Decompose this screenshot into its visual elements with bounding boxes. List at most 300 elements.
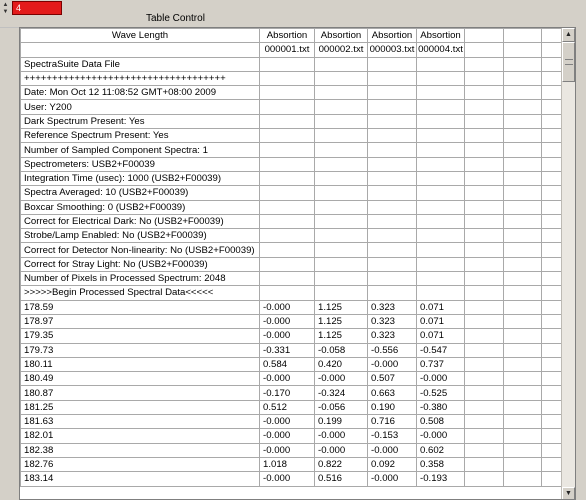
data-table xyxy=(20,28,561,487)
table-cell[interactable] xyxy=(417,243,465,257)
table-cell[interactable]: Strobe/Lamp Enabled: No (USB2+F00039) xyxy=(21,229,260,243)
table-cell[interactable] xyxy=(315,57,368,71)
table-cell[interactable]: -0.000 xyxy=(315,443,368,457)
column-header[interactable]: Absortion xyxy=(368,29,417,43)
table-cell[interactable] xyxy=(417,257,465,271)
table-cell[interactable] xyxy=(368,157,417,171)
table-cell[interactable]: -0.380 xyxy=(417,400,465,414)
table-cell[interactable]: 179.35 xyxy=(21,329,260,343)
table-cell[interactable]: 0.584 xyxy=(260,357,315,371)
table-cell[interactable]: -0.000 xyxy=(368,357,417,371)
table-cell[interactable]: Correct for Stray Light: No (USB2+F00039) xyxy=(21,257,260,271)
table-cell[interactable]: -0.000 xyxy=(417,429,465,443)
table-cell[interactable] xyxy=(542,357,562,371)
column-header[interactable]: Absortion xyxy=(315,29,368,43)
table-cell[interactable]: 0.602 xyxy=(417,443,465,457)
table-cell[interactable]: -0.000 xyxy=(315,429,368,443)
table-row xyxy=(21,300,562,314)
table-row xyxy=(21,400,562,414)
column-header[interactable] xyxy=(21,43,260,57)
table-cell[interactable] xyxy=(542,100,562,114)
table-row xyxy=(21,129,562,143)
table-cell[interactable]: -0.000 xyxy=(417,372,465,386)
column-header[interactable]: Absortion xyxy=(260,29,315,43)
table-cell[interactable] xyxy=(504,243,542,257)
table-cell[interactable] xyxy=(504,457,542,471)
table-cell[interactable] xyxy=(315,143,368,157)
table-row xyxy=(21,57,562,71)
table-cell[interactable] xyxy=(417,200,465,214)
table-cell[interactable] xyxy=(465,443,504,457)
table-cell[interactable] xyxy=(542,129,562,143)
table-cell[interactable] xyxy=(465,372,504,386)
table-cell[interactable] xyxy=(504,314,542,328)
table-cell[interactable] xyxy=(315,71,368,85)
table-cell[interactable] xyxy=(368,171,417,185)
table-cell[interactable] xyxy=(260,186,315,200)
table-cell[interactable] xyxy=(542,57,562,71)
table-cell[interactable]: 0.323 xyxy=(368,329,417,343)
column-header[interactable] xyxy=(504,43,542,57)
table-cell[interactable] xyxy=(504,386,542,400)
table-row xyxy=(21,457,562,471)
table-cell[interactable] xyxy=(465,314,504,328)
table-cell[interactable] xyxy=(465,57,504,71)
table-cell[interactable] xyxy=(504,171,542,185)
table-cell[interactable]: Spectra Averaged: 10 (USB2+F00039) xyxy=(21,186,260,200)
table-cell[interactable] xyxy=(542,157,562,171)
table-cell[interactable]: Date: Mon Oct 12 11:08:52 GMT+08:00 2009 xyxy=(21,86,260,100)
table-cell[interactable] xyxy=(315,243,368,257)
column-header[interactable] xyxy=(542,29,562,43)
table-cell[interactable] xyxy=(465,157,504,171)
column-header[interactable]: 000002.txt xyxy=(315,43,368,57)
table-cell[interactable] xyxy=(504,157,542,171)
table-cell[interactable] xyxy=(504,114,542,128)
table-cell[interactable]: 1.125 xyxy=(315,314,368,328)
table-cell[interactable]: 0.716 xyxy=(368,415,417,429)
table-cell[interactable] xyxy=(417,100,465,114)
table-cell[interactable] xyxy=(260,157,315,171)
column-header[interactable] xyxy=(465,43,504,57)
table-cell[interactable]: 0.358 xyxy=(417,457,465,471)
table-cell[interactable]: 181.63 xyxy=(21,415,260,429)
table-cell[interactable]: 0.071 xyxy=(417,329,465,343)
table-cell[interactable] xyxy=(260,100,315,114)
table-cell[interactable] xyxy=(315,171,368,185)
header-row xyxy=(21,29,562,43)
table-cell[interactable] xyxy=(542,143,562,157)
vertical-scrollbar[interactable] xyxy=(561,28,575,500)
table-cell[interactable] xyxy=(368,229,417,243)
table-cell[interactable] xyxy=(542,329,562,343)
table-cell[interactable] xyxy=(368,286,417,300)
table-cell[interactable] xyxy=(504,186,542,200)
table-row xyxy=(21,214,562,228)
table-cell[interactable] xyxy=(315,214,368,228)
table-cell[interactable]: SpectraSuite Data File xyxy=(21,57,260,71)
table-cell[interactable] xyxy=(542,400,562,414)
table-control[interactable] xyxy=(19,27,576,500)
arrow-up-icon[interactable]: ▲ xyxy=(2,1,9,8)
table-row xyxy=(21,200,562,214)
table-cell[interactable] xyxy=(542,171,562,185)
table-cell[interactable] xyxy=(417,71,465,85)
table-cell[interactable]: -0.153 xyxy=(368,429,417,443)
table-cell[interactable] xyxy=(417,86,465,100)
table-row xyxy=(21,143,562,157)
table-cell[interactable] xyxy=(417,214,465,228)
table-row xyxy=(21,343,562,357)
column-header[interactable] xyxy=(542,43,562,57)
table-cell[interactable] xyxy=(315,157,368,171)
table-cell[interactable]: 1.018 xyxy=(260,457,315,471)
table-cell[interactable]: -0.000 xyxy=(260,314,315,328)
table-cell[interactable] xyxy=(368,114,417,128)
table-cell[interactable]: -0.193 xyxy=(417,472,465,486)
table-cell[interactable] xyxy=(315,257,368,271)
table-cell[interactable] xyxy=(465,300,504,314)
table-cell[interactable]: 182.01 xyxy=(21,429,260,443)
table-cell[interactable]: -0.000 xyxy=(260,443,315,457)
table-cell[interactable]: ++++++++++++++++++++++++++++++++++++ xyxy=(21,71,260,85)
table-cell[interactable]: 0.323 xyxy=(368,314,417,328)
table-cell[interactable] xyxy=(504,429,542,443)
column-header[interactable]: Absortion xyxy=(417,29,465,43)
table-cell[interactable]: -0.000 xyxy=(260,429,315,443)
table-cell[interactable] xyxy=(417,229,465,243)
table-cell[interactable]: -0.547 xyxy=(417,343,465,357)
table-cell[interactable] xyxy=(465,100,504,114)
table-cell[interactable]: User: Y200 xyxy=(21,100,260,114)
table-cell[interactable] xyxy=(368,86,417,100)
table-row xyxy=(21,286,562,300)
table-cell[interactable]: 0.516 xyxy=(315,472,368,486)
table-cell[interactable] xyxy=(260,243,315,257)
table-cell[interactable]: 182.38 xyxy=(21,443,260,457)
table-cell[interactable] xyxy=(465,343,504,357)
table-cell[interactable] xyxy=(465,472,504,486)
table-cell[interactable]: -0.058 xyxy=(315,343,368,357)
table-row xyxy=(21,357,562,371)
table-cell[interactable]: 183.14 xyxy=(21,472,260,486)
table-cell[interactable] xyxy=(368,100,417,114)
table-cell[interactable] xyxy=(315,129,368,143)
column-header[interactable]: Wave Length xyxy=(21,29,260,43)
table-cell[interactable] xyxy=(417,143,465,157)
index-value-field[interactable]: 4 xyxy=(12,1,62,15)
table-cell[interactable] xyxy=(260,57,315,71)
table-cell[interactable]: -0.000 xyxy=(368,472,417,486)
table-row xyxy=(21,472,562,486)
table-cell[interactable]: 1.125 xyxy=(315,329,368,343)
table-cell[interactable]: -0.000 xyxy=(260,329,315,343)
table-cell[interactable] xyxy=(504,257,542,271)
table-cell[interactable]: -0.000 xyxy=(260,372,315,386)
table-cell[interactable] xyxy=(260,200,315,214)
table-cell[interactable] xyxy=(465,171,504,185)
table-cell[interactable] xyxy=(465,214,504,228)
table-cell[interactable] xyxy=(542,314,562,328)
table-cell[interactable] xyxy=(368,257,417,271)
table-cell[interactable] xyxy=(465,272,504,286)
table-row xyxy=(21,171,562,185)
table-cell[interactable]: Correct for Detector Non-linearity: No (USB2+F00039) xyxy=(21,243,260,257)
table-cell[interactable] xyxy=(417,272,465,286)
table-cell[interactable]: 0.190 xyxy=(368,400,417,414)
table-cell[interactable] xyxy=(504,214,542,228)
column-header[interactable]: 000001.txt xyxy=(260,43,315,57)
table-cell[interactable]: 0.071 xyxy=(417,314,465,328)
table-cell[interactable] xyxy=(417,57,465,71)
table-row xyxy=(21,114,562,128)
table-row xyxy=(21,314,562,328)
table-row xyxy=(21,157,562,171)
table-row xyxy=(21,229,562,243)
table-cell[interactable] xyxy=(465,329,504,343)
table-cell[interactable] xyxy=(368,186,417,200)
table-cell[interactable] xyxy=(465,71,504,85)
table-cell[interactable] xyxy=(417,114,465,128)
table-cell[interactable] xyxy=(465,229,504,243)
table-cell[interactable]: -0.000 xyxy=(260,300,315,314)
table-row xyxy=(21,272,562,286)
table-cell[interactable] xyxy=(542,443,562,457)
table-cell[interactable] xyxy=(504,329,542,343)
table-row xyxy=(21,186,562,200)
column-header[interactable] xyxy=(465,29,504,43)
table-cell[interactable] xyxy=(260,229,315,243)
table-cell[interactable] xyxy=(260,272,315,286)
table-cell[interactable] xyxy=(465,86,504,100)
table-cell[interactable] xyxy=(542,71,562,85)
table-cell[interactable] xyxy=(260,214,315,228)
table-cell[interactable] xyxy=(542,343,562,357)
table-cell[interactable] xyxy=(504,57,542,71)
table-cell[interactable]: Correct for Electrical Dark: No (USB2+F00039) xyxy=(21,214,260,228)
table-cell[interactable] xyxy=(417,186,465,200)
column-header[interactable]: 000004.txt xyxy=(418,44,463,56)
table-cell[interactable] xyxy=(368,143,417,157)
table-cell[interactable] xyxy=(465,415,504,429)
table-cell[interactable] xyxy=(542,257,562,271)
table-cell[interactable]: 180.87 xyxy=(21,386,260,400)
table-cell[interactable] xyxy=(417,129,465,143)
table-cell[interactable] xyxy=(542,286,562,300)
table-cell[interactable]: -0.556 xyxy=(368,343,417,357)
table-cell[interactable] xyxy=(260,86,315,100)
table-cell[interactable] xyxy=(504,472,542,486)
table-cell[interactable] xyxy=(315,229,368,243)
table-cell[interactable] xyxy=(542,457,562,471)
table-cell[interactable] xyxy=(504,200,542,214)
table-cell[interactable] xyxy=(542,243,562,257)
table-cell[interactable]: Number of Sampled Component Spectra: 1 xyxy=(21,143,260,157)
table-cell[interactable] xyxy=(368,214,417,228)
file-name-row xyxy=(21,43,562,57)
table-cell[interactable]: -0.056 xyxy=(315,400,368,414)
table-grid[interactable] xyxy=(20,28,561,500)
table-cell[interactable]: -0.000 xyxy=(260,415,315,429)
scroll-thumb[interactable] xyxy=(562,42,575,82)
table-cell[interactable]: 0.512 xyxy=(260,400,315,414)
column-header[interactable] xyxy=(504,29,542,43)
table-cell[interactable]: 0.508 xyxy=(417,415,465,429)
table-row xyxy=(21,429,562,443)
table-cell[interactable] xyxy=(260,143,315,157)
row-divider xyxy=(0,27,19,28)
table-cell[interactable] xyxy=(465,457,504,471)
table-cell[interactable] xyxy=(368,243,417,257)
table-cell[interactable] xyxy=(542,200,562,214)
table-cell[interactable] xyxy=(260,171,315,185)
table-cell[interactable] xyxy=(504,86,542,100)
table-cell[interactable] xyxy=(504,129,542,143)
table-cell[interactable] xyxy=(315,186,368,200)
table-cell[interactable]: >>>>>Begin Processed Spectral Data<<<<< xyxy=(21,286,260,300)
table-cell[interactable] xyxy=(542,229,562,243)
table-row xyxy=(21,86,562,100)
scroll-up-arrow-icon[interactable]: ▲ xyxy=(562,28,575,42)
table-cell[interactable]: 180.49 xyxy=(21,372,260,386)
table-row xyxy=(21,329,562,343)
table-cell[interactable] xyxy=(315,286,368,300)
table-cell[interactable]: Spectrometers: USB2+F00039 xyxy=(21,157,260,171)
table-cell[interactable] xyxy=(260,114,315,128)
table-cell[interactable]: Number of Pixels in Processed Spectrum: 2048 xyxy=(21,272,260,286)
table-cell[interactable] xyxy=(542,386,562,400)
table-cell[interactable]: 178.97 xyxy=(21,314,260,328)
table-cell[interactable]: 0.822 xyxy=(315,457,368,471)
table-cell[interactable]: 0.420 xyxy=(315,357,368,371)
thumb-grip-icon xyxy=(565,59,573,65)
table-cell[interactable] xyxy=(504,443,542,457)
table-cell[interactable]: 178.59 xyxy=(21,300,260,314)
table-cell[interactable]: Boxcar Smoothing: 0 (USB2+F00039) xyxy=(21,200,260,214)
table-cell[interactable] xyxy=(465,286,504,300)
table-cell[interactable] xyxy=(315,114,368,128)
table-cell[interactable] xyxy=(542,186,562,200)
column-header[interactable]: 000003.txt xyxy=(368,43,417,57)
table-cell[interactable]: -0.000 xyxy=(260,472,315,486)
table-cell[interactable] xyxy=(315,272,368,286)
table-cell[interactable] xyxy=(315,86,368,100)
table-cell[interactable]: 0.507 xyxy=(368,372,417,386)
index-spinner[interactable] xyxy=(1,1,10,15)
table-cell[interactable] xyxy=(542,214,562,228)
table-row xyxy=(21,243,562,257)
table-cell[interactable] xyxy=(504,286,542,300)
table-cell[interactable]: -0.525 xyxy=(417,386,465,400)
table-cell[interactable]: 179.73 xyxy=(21,343,260,357)
table-cell[interactable]: Reference Spectrum Present: Yes xyxy=(21,129,260,143)
table-cell[interactable] xyxy=(465,243,504,257)
table-cell[interactable] xyxy=(542,415,562,429)
table-cell[interactable]: Dark Spectrum Present: Yes xyxy=(21,114,260,128)
table-cell[interactable] xyxy=(465,186,504,200)
table-cell[interactable] xyxy=(542,472,562,486)
table-cell[interactable]: -0.000 xyxy=(315,372,368,386)
table-cell[interactable] xyxy=(368,71,417,85)
table-cell[interactable] xyxy=(260,71,315,85)
table-cell[interactable]: -0.324 xyxy=(315,386,368,400)
table-cell[interactable] xyxy=(417,286,465,300)
table-cell[interactable] xyxy=(504,143,542,157)
table-cell[interactable]: Integration Time (usec): 1000 (USB2+F00039) xyxy=(21,171,260,185)
table-cell[interactable] xyxy=(542,300,562,314)
table-cell[interactable]: 1.125 xyxy=(315,300,368,314)
table-cell[interactable] xyxy=(465,429,504,443)
table-cell[interactable] xyxy=(504,415,542,429)
table-row xyxy=(21,443,562,457)
table-cell[interactable] xyxy=(504,300,542,314)
table-cell[interactable]: 0.737 xyxy=(417,357,465,371)
table-cell[interactable] xyxy=(315,200,368,214)
table-cell[interactable] xyxy=(542,114,562,128)
table-row xyxy=(21,372,562,386)
table-cell[interactable] xyxy=(504,400,542,414)
table-cell[interactable]: 0.323 xyxy=(368,300,417,314)
table-cell[interactable]: -0.000 xyxy=(368,443,417,457)
table-cell[interactable]: 0.199 xyxy=(315,415,368,429)
table-cell[interactable] xyxy=(504,272,542,286)
table-cell[interactable] xyxy=(504,100,542,114)
table-cell[interactable] xyxy=(417,157,465,171)
table-cell[interactable] xyxy=(465,143,504,157)
table-cell[interactable]: -0.331 xyxy=(260,343,315,357)
array-index-control[interactable] xyxy=(0,0,68,16)
table-cell[interactable] xyxy=(465,357,504,371)
table-cell[interactable] xyxy=(260,286,315,300)
table-cell[interactable] xyxy=(368,272,417,286)
table-cell[interactable] xyxy=(465,386,504,400)
table-cell[interactable] xyxy=(504,229,542,243)
table-cell[interactable] xyxy=(368,129,417,143)
table-cell[interactable]: 180.11 xyxy=(21,357,260,371)
scroll-down-arrow-icon[interactable]: ▼ xyxy=(562,487,575,500)
table-cell[interactable] xyxy=(542,429,562,443)
table-cell[interactable]: 181.25 xyxy=(21,400,260,414)
table-cell[interactable]: -0.170 xyxy=(260,386,315,400)
table-cell[interactable] xyxy=(465,114,504,128)
table-cell[interactable] xyxy=(368,200,417,214)
table-cell[interactable] xyxy=(315,100,368,114)
table-cell[interactable] xyxy=(260,257,315,271)
table-cell[interactable] xyxy=(504,343,542,357)
table-cell[interactable] xyxy=(542,86,562,100)
arrow-down-icon[interactable]: ▼ xyxy=(2,8,9,15)
table-cell[interactable] xyxy=(504,357,542,371)
table-cell[interactable] xyxy=(368,57,417,71)
table-cell[interactable] xyxy=(465,400,504,414)
table-cell[interactable] xyxy=(542,372,562,386)
table-row xyxy=(21,100,562,114)
table-row xyxy=(21,71,562,85)
table-cell[interactable] xyxy=(504,71,542,85)
table-cell[interactable] xyxy=(417,171,465,185)
table-cell[interactable]: 0.092 xyxy=(368,457,417,471)
table-row xyxy=(21,257,562,271)
table-cell[interactable] xyxy=(504,372,542,386)
table-cell[interactable]: 0.663 xyxy=(368,386,417,400)
table-cell[interactable] xyxy=(465,129,504,143)
table-cell[interactable]: 182.76 xyxy=(21,457,260,471)
table-cell[interactable] xyxy=(260,129,315,143)
table-cell[interactable]: 0.071 xyxy=(417,300,465,314)
table-cell[interactable] xyxy=(465,200,504,214)
table-cell[interactable] xyxy=(542,272,562,286)
table-cell[interactable] xyxy=(465,257,504,271)
